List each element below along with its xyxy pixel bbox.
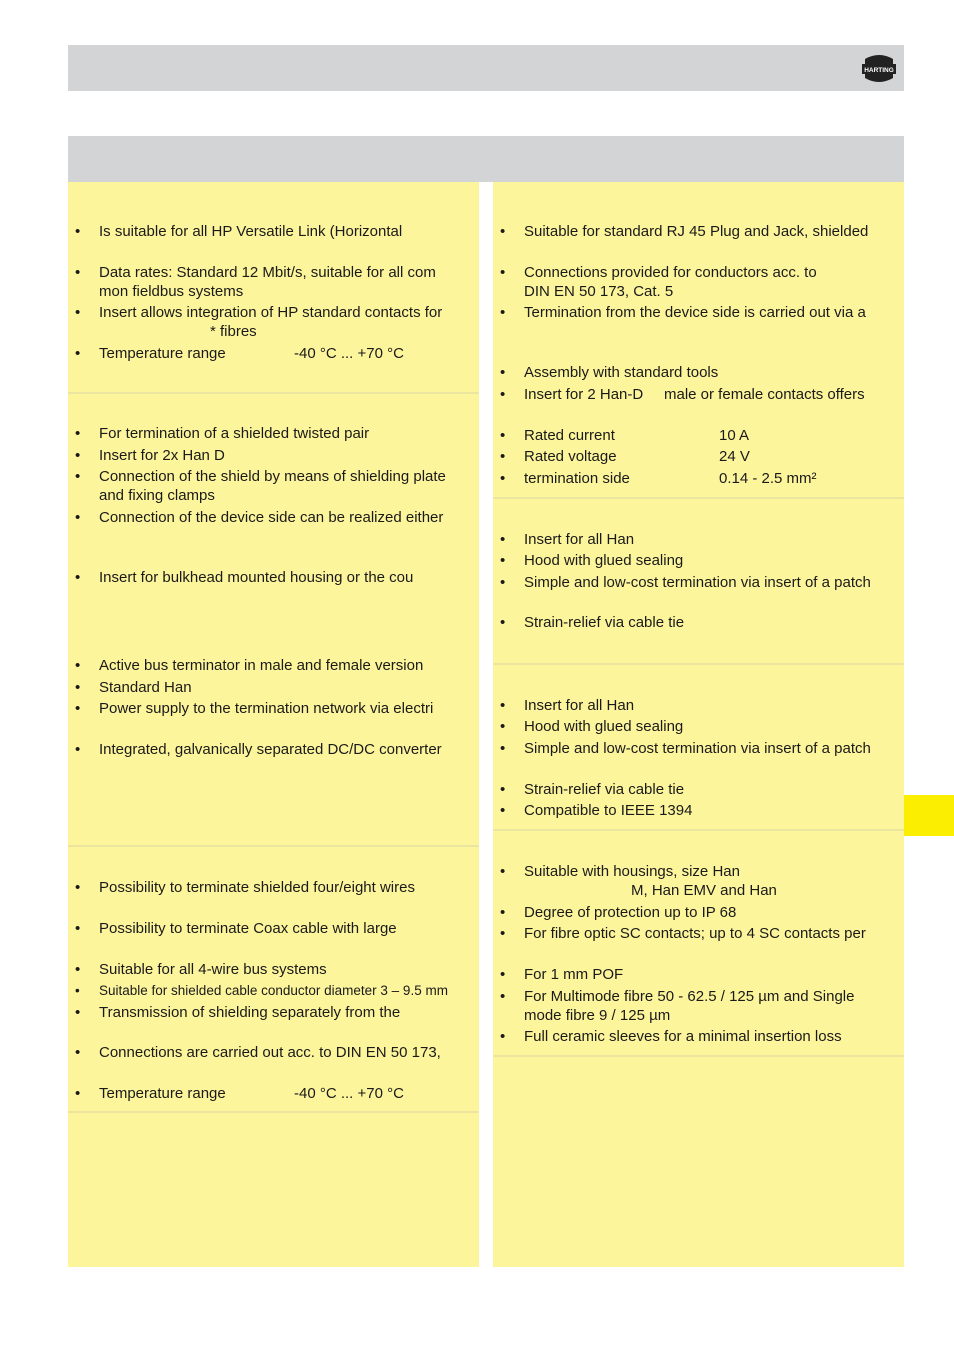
section-divider (493, 1055, 904, 1057)
harting-logo-icon (859, 49, 899, 88)
section-divider (68, 845, 479, 847)
chapter-tab (904, 795, 954, 836)
section-divider (493, 829, 904, 831)
left-panel: • Is suitable for all HP Versatile Link (Horizontal • Data rates: Standard 12 Mbit/s, suitable for all com mon fieldbus systems • Insert allows integration of HP standard contacts for * fibres • Temperature range -40 °C ... +70 °C • For termination of a shielded twisted pair • Insert for 2x Han D • Connection of the shield by means of shielding plate and fixing clamps • Connection of the device side can be realized either • Insert for bulkhead mounted housing or the cou • Active bus terminator in male and female version • Standard Han • Power supply to the termination network via electri • Integrated, galvanically separated DC/DC converter • Possibility to terminate shielded four/eight wires • Possibility to terminate Coax cable with large • Suitable for all 4-wire bus systems • Suitable for shielded cable conductor diameter 3 – 9.5 mm • Transmission of shielding separately from the • Connections are carried out acc. to DIN EN 50 173, • Temperature range -40 °C ... +70 °C (68, 182, 479, 1267)
section-divider (493, 497, 904, 499)
section-divider (493, 663, 904, 665)
header-bar (68, 45, 904, 91)
svg-text:HARTING: HARTING (864, 67, 894, 74)
section-title-bar (68, 136, 904, 182)
section-divider (68, 392, 479, 394)
right-panel: • Suitable for standard RJ 45 Plug and Jack, shielded • Connections provided for conductors acc. to DIN EN 50 173, Cat. 5 • Termination from the device side is carried out via a • Assembly with standard tools • Insert for 2 Han-D male or female contacts offers • Rated current 10 A • Rated voltage 24 V • termination side 0.14 - 2.5 mm² • Insert for all Han • Hood with glued sealing • Simple and low-cost termination via insert of a patch • Strain-relief via cable tie • Insert for all Han • Hood with glued sealing • Simple and low-cost termination via insert of a patch • Strain-relief via cable tie • Compatible to IEEE 1394 • Suitable with housings, size Han M, Han EMV and Han • Degree of protection up to IP 68 • For fibre optic SC contacts; up to 4 SC contacts per • For 1 mm POF • For Multimode fibre 50 - 62.5 / 125 µm and Single mode fibre 9 / 125 µm • Full ceramic sleeves for a minimal insertion loss (493, 182, 904, 1267)
section-divider (68, 1111, 479, 1113)
